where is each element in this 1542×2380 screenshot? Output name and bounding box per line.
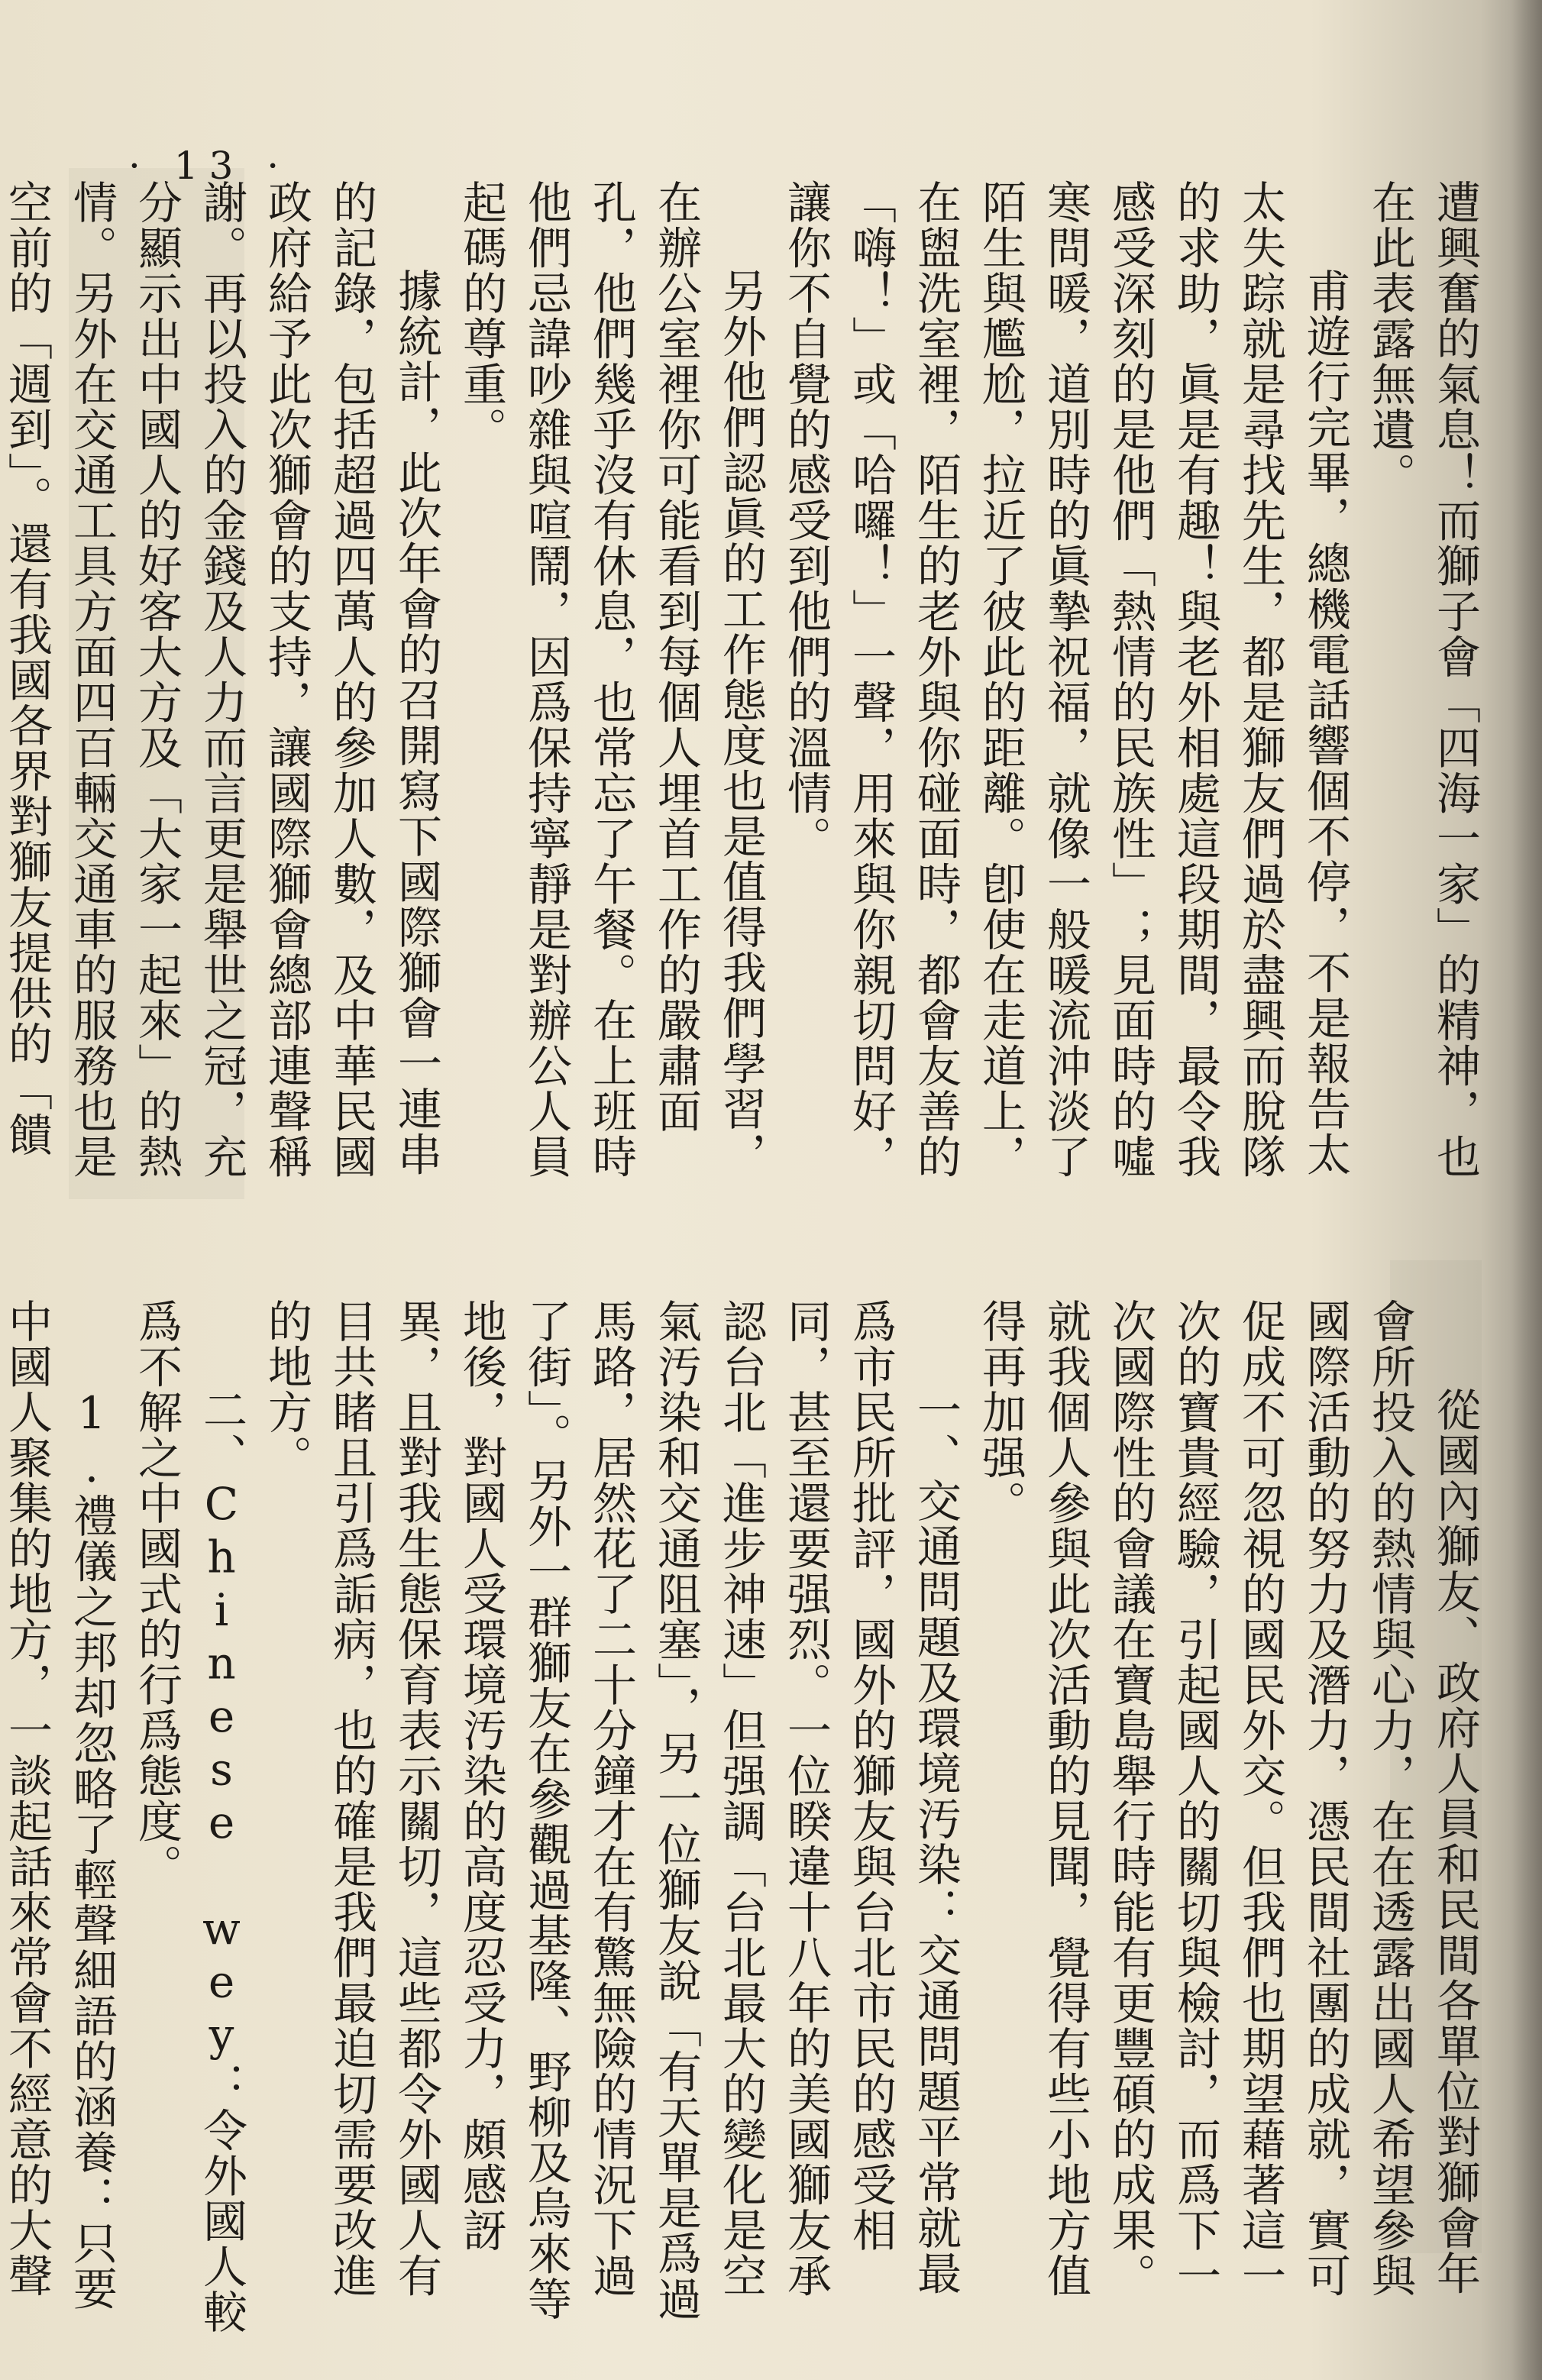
paragraph: 1.禮儀之邦却忽略了輕聲細語的涵養：只要中國人聚集的地方，一談起話來常會不經意的大聲 — [1, 1298, 118, 2311]
paragraph: 遭興奮的氣息！而獅子會「四海一家」的精神，也在此表露無遺。 — [1364, 179, 1481, 1179]
paragraph: 據統計，此次年會的召開寫下國際獅會一連串的記錄，包括超過四萬人的參加人數，及中華民國政府給予此次獅會的支持，讓國際獅會總部連聲稱謝。再以投入的金錢及人力而言更是舉世之冠，充分顯示出中國人的好客大方及「大家一起來」的熱情。另外在交通工具方面四百輛交通車的服務也是空前的「週到」。還有我國各界對獅友提供的「饋 — [1, 179, 442, 1179]
page-number: · 13 · — [128, 144, 290, 188]
paragraph: 一、交通問題及環境汚染：交通問題平常就最爲市民所批評，國外的獅友與台北市民的感受相同，甚至還要强烈。一位睽違十八年的美國獅友承認台北「進步神速」但强調「台北最大的變化是空氣汚染和交通阻塞」，另一位獅友說「有天單是爲過馬路，居然花了二十分鐘才在有驚無險的情況下過了街」。另外一群獅友在參觀過基隆、野柳及烏來等地後，對國人受環境汚染的高度忍受力，頗感訝異，且對我生態保育表示關切，這些都令外國人有目共睹且引爲詬病，也的確是我們最迫切需要改進的地方。 — [260, 1298, 962, 2322]
upper-text-block — [1, 179, 1487, 1203]
lower-text-block — [1, 1298, 1487, 2337]
paragraph: 二、Chinese wey：令外國人較爲不解之中國式的行爲態度。 — [131, 1298, 247, 2335]
paragraph: 甫遊行完畢，總機電話響個不停，不是報告太太失踪就是尋找先生，都是獅友們過於盡興而脫隊的求助，眞是有趣！與老外相處這段期間，最令我感受深刻的是他們「熱情的民族性」；見面時的噓寒問暖，道別時的眞摯祝福，就像一般暖流沖淡了陌生與尷尬，拉近了彼此的距離。卽使在走道上，在盥洗室裡，陌生的老外與你碰面時，都會友善的「嗨！」或「哈囉！」一聲，用來與你親切問好，讓你不自覺的感受到他們的溫情。 — [780, 179, 1351, 1179]
page-edge-shadow — [1511, 0, 1542, 2380]
paragraph: 從國內獅友、政府人員和民間各單位對獅會年會所投入的熱情與心力，在在透露出國人希望參與國際活動的努力及潛力，憑民間社團的成就，實可促成不可忽視的國民外交。但我們也期望藉著這一次的寶貴經驗，引起國人的關切與檢討，而爲下一次國際性的會議在寶島舉行時能有更豐碩的成果。就我個人參與此次活動的見聞，覺得有些小地方值得再加强。 — [975, 1298, 1481, 2298]
paragraph: 另外他們認眞的工作態度也是值得我們學習，在辦公室裡你可能看到每個人埋首工作的嚴肅面孔，他們幾乎沒有休息，也常忘了午餐。在上班時他們忌諱吵雜與喧鬧，因爲保持寧靜是對辦公人員起碼的尊重。 — [455, 179, 767, 1179]
